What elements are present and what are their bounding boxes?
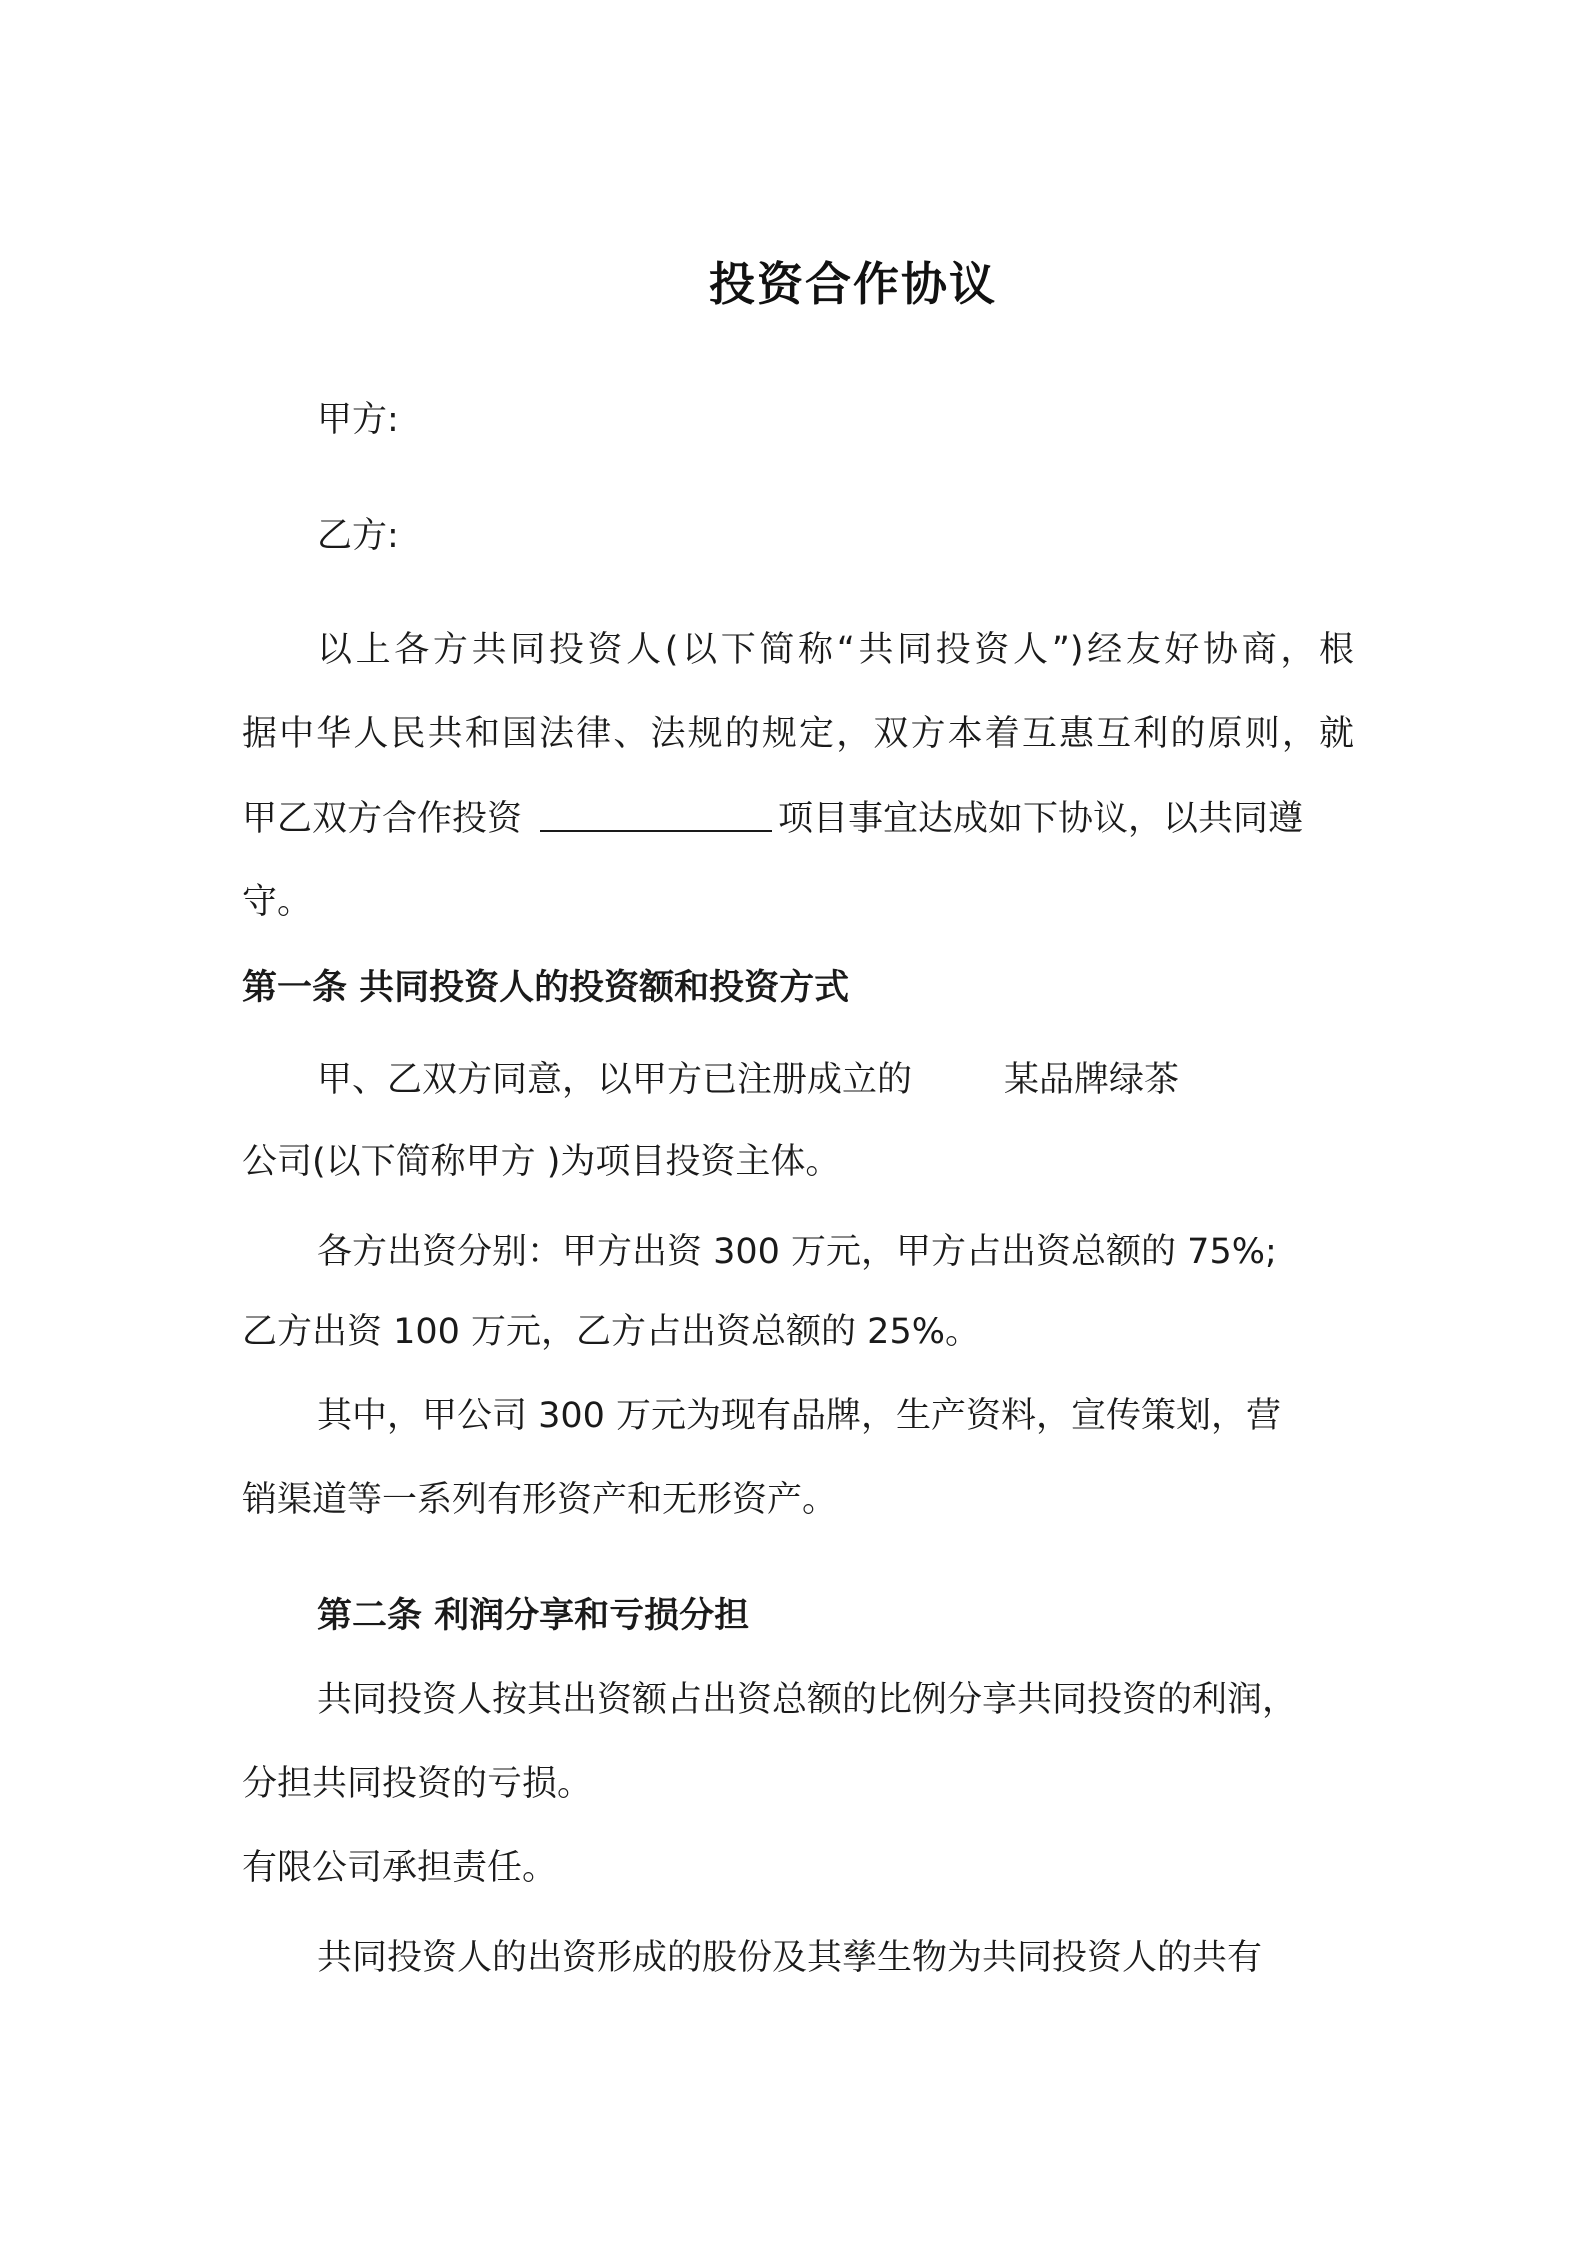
article-2-p2-line-1: 有限公司承担责任。 [242, 1848, 558, 1888]
article-2-heading: 第二条 利润分享和亏损分担 [317, 1596, 750, 1636]
article-1-p2-line-2: 乙方出资 100 万元，乙方占出资总额的 25%。 [242, 1312, 980, 1352]
preamble-line-3-end: 项目事宜达成如下协议，以共同遵 [778, 799, 1304, 839]
party-a-label: 甲方: [317, 400, 399, 440]
preamble-line-3-start: 甲乙双方合作投资 [242, 799, 523, 839]
article-2-p3-line-1: 共同投资人的出资形成的股份及其孳生物为共同投资人的共有 [317, 1938, 1263, 1978]
preamble-line-3 [242, 796, 1303, 841]
article-1-p1-line-1-a: 甲、乙双方同意，以甲方已注册成立的 [317, 1060, 913, 1100]
article-2-p1-line-2: 分担共同投资的亏损。 [242, 1764, 593, 1804]
article-1-p1-line-2: 公司(以下简称甲方 )为项目投资主体。 [242, 1142, 841, 1182]
article-1-p3-line-1: 其中，甲公司 300 万元为现有品牌，生产资料，宣传策划，营 [317, 1396, 1282, 1436]
project-name-blank [540, 796, 772, 832]
preamble-line-2: 据中华人民共和国法律、法规的规定，双方本着互惠互利的原则，就 [242, 714, 1354, 754]
preamble-line-1: 以上各方共同投资人(以下简称“共同投资人”)经友好协商，根 [317, 630, 1354, 670]
brand-name: 某品牌绿茶 [1004, 1060, 1180, 1100]
article-2-p1-line-1: 共同投资人按其出资额占出资总额的比例分享共同投资的利润， [317, 1680, 1298, 1720]
document-title: 投资合作协议 [709, 257, 997, 311]
article-1-p3-line-2: 销渠道等一系列有形资产和无形资产。 [242, 1480, 838, 1520]
party-b-label: 乙方: [317, 516, 399, 556]
preamble-line-4: 守。 [242, 882, 313, 922]
article-1-p1-line-1 [317, 1058, 1179, 1102]
article-1-heading: 第一条 共同投资人的投资额和投资方式 [242, 968, 850, 1008]
article-1-p2-line-1: 各方出资分别：甲方出资 300 万元，甲方占出资总额的 75%; [317, 1232, 1277, 1272]
